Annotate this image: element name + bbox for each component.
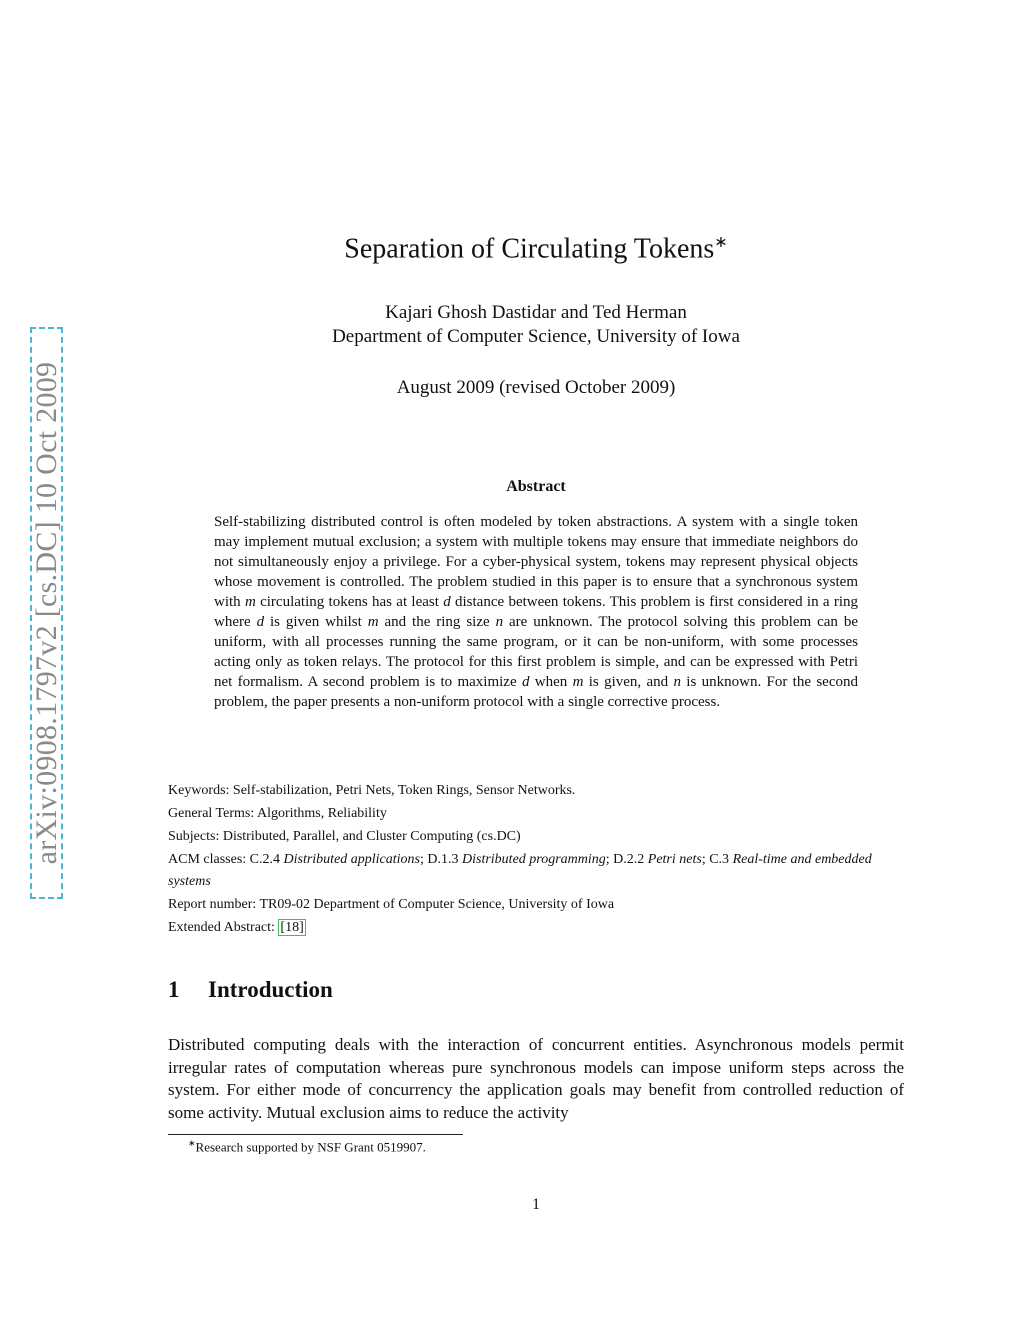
- footnote-rule: [168, 1134, 463, 1135]
- subjects-line: Subjects: Distributed, Parallel, and Cluster Computing (cs.DC): [168, 829, 521, 844]
- keywords-line: Keywords: Self-stabilization, Petri Nets, Token Rings, Sensor Networks.: [168, 783, 576, 798]
- author-affiliation: Department of Computer Science, University of Iowa: [332, 326, 740, 347]
- abstract-heading: Abstract: [506, 478, 566, 495]
- acm-classes-line: ACM classes: C.2.4 Distributed applications; D.1.3 Distributed programming; D.2.2 Petri nets; C.3 Real-time and embedded systems: [168, 852, 872, 889]
- title-footnote-mark: ∗: [714, 234, 728, 251]
- paper-date: August 2009 (revised October 2009): [396, 377, 676, 398]
- report-number-line: Report number: TR09-02 Department of Computer Science, University of Iowa: [168, 897, 615, 912]
- section-number: 1: [168, 977, 180, 1002]
- extended-abstract-line: Extended Abstract: [18]: [168, 920, 304, 935]
- introduction-paragraph: Distributed computing deals with the interaction of concurrent entities. Asynchronous models permit irregular rates of computation whereas pure synchronous models can impose uniform steps across the system. For either mode of concurrency the application goals may benefit from controlled reduction of some activity. Mutual exclusion aims to reduce the activity: [168, 1035, 904, 1122]
- section-title: Introduction: [208, 977, 333, 1002]
- arxiv-identifier-text: arXiv:0908.1797v2 [cs.DC] 10 Oct 2009: [29, 361, 63, 865]
- author-names: Kajari Ghosh Dastidar and Ted Herman: [385, 302, 687, 323]
- general-terms-line: General Terms: Algorithms, Reliability: [168, 806, 387, 821]
- footnote-text: Research supported by NSF Grant 0519907.: [195, 1139, 426, 1155]
- paper-title-text: Separation of Circulating Tokens: [344, 233, 715, 265]
- abstract-body: Self-stabilizing distributed control is often modeled by token abstractions. A system with a single token may implement mutual exclusion; a system with multiple tokens may ensure that immediate neighbors do not simultaneously enjoy a privilege. For a cyber-physical system, tokens may represent physical objects whose movement is controlled. The problem studied in this paper is to ensure that a synchronous system with m circulating tokens has at least d distance between tokens. This problem is first considered in a ring where d is given whilst m and the ring size n are unknown. The protocol solving this problem can be uniform, with all processes running the same program, or it can be non-uniform, with some processes acting only as token relays. The protocol for this first problem is simple, and can be expressed with Petri net formalism. A second problem is to maximize d when m is given, and n is unknown. For the second problem, the paper presents a non-uniform protocol with a single corrective process.: [214, 514, 859, 710]
- section-heading: [168, 977, 333, 1003]
- paper-title: [0, 232, 1024, 265]
- page-number: 1: [532, 1196, 540, 1213]
- reference-link[interactable]: [18]: [280, 920, 304, 935]
- arxiv-identifier-stamp: [30, 327, 63, 899]
- footnote: [188, 1138, 426, 1155]
- footnote-mark: ∗: [188, 1138, 196, 1148]
